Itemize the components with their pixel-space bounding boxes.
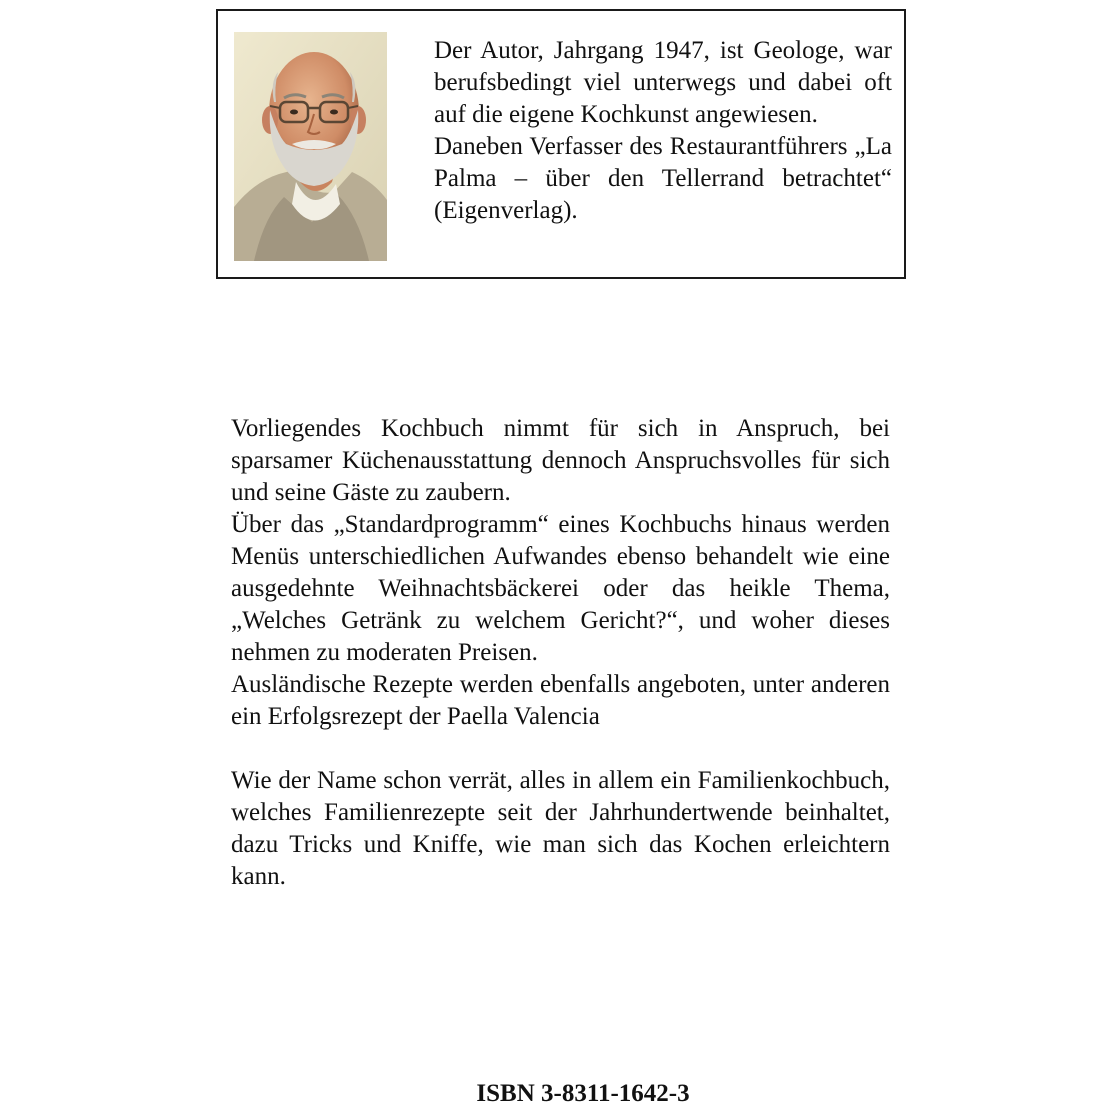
author-bio-paragraph: Daneben Verfasser des Restaurantführers „La Palma – über den Tellerrand betrachtet“ (Eigenverlag). [434, 133, 892, 224]
blurb-paragraph: Wie der Name schon verrät, alles in allem ein Familienkochbuch, welches Familienrezepte seit der Jahrhundertwende beinhaltet, dazu Tricks und Kniffe, wie man sich das Kochen erleichtern kann. [231, 767, 890, 890]
author-photo [234, 32, 387, 261]
book-blurb [231, 413, 890, 893]
blurb-paragraph: Über das „Standardprogramm“ eines Kochbuchs hinaus werden Menüs unterschiedlichen Aufwandes ebenso behandelt wie eine ausgedehnte Weihnachtsbäckerei oder das heikle Thema, „Welches Getränk zu welchem Gericht?“, und woher dieses nehmen zu moderaten Preisen. [231, 511, 890, 666]
blurb-paragraph: Ausländische Rezepte werden ebenfalls angeboten, unter anderen ein Erfolgsrezept der Paella Valencia [231, 671, 890, 730]
isbn-label: ISBN 3-8311-1642-3 [476, 1080, 690, 1107]
blurb-paragraph: Vorliegendes Kochbuch nimmt für sich in Anspruch, bei sparsamer Küchenausstattung dennoch Anspruchsvolles für sich und seine Gäste zu zaubern. [231, 415, 890, 506]
author-bio [434, 35, 892, 227]
author-bio-paragraph: Der Autor, Jahrgang 1947, ist Geologe, war berufsbedingt viel unterwegs und dabei oft auf die eigene Kochkunst angewiesen. [434, 37, 892, 128]
author-portrait-icon [234, 32, 387, 261]
author-box [216, 9, 906, 279]
